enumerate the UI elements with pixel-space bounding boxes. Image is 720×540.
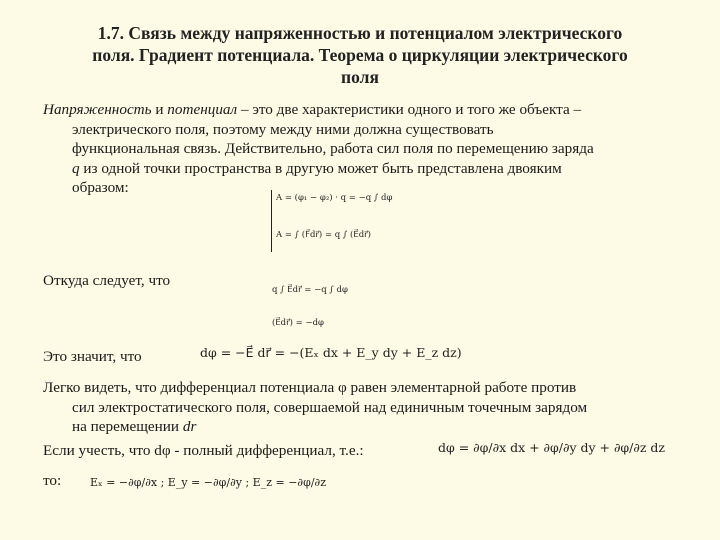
intro-paragraph — [43, 100, 688, 198]
formula-integral-equality: q ∫ E⃗dr⃗ = −q ∫ dφ — [272, 285, 348, 295]
easy-line-2: сил электростатического поля, совершаемой над единичным точечным зарядом — [72, 398, 588, 416]
formula-work-potential: A = (φ₁ − φ₂) · q = −q ∫ dφ — [276, 193, 393, 203]
text-if-count: Если учесть, что dφ - полный дифференциал, т.е.: — [43, 442, 364, 459]
title-line-2: поля. Градиент потенциала. Теорема о циркуляции электрического — [92, 45, 628, 65]
displacement-dr: dr⃗ — [182, 418, 209, 435]
intro-line-1 — [43, 100, 688, 120]
title-line-1: 1.7. Связь между напряженностью и потенциалом электрического — [97, 23, 623, 43]
intro-line-1-rest: – это две характеристики одного и того же объекта – — [237, 101, 582, 118]
formula-work-field: A = ∫ (F⃗dr⃗) = q ∫ (E⃗dr⃗) — [276, 230, 371, 240]
easy-line-3-text: на перемещении — [72, 418, 180, 435]
easy-line-1: Легко видеть, что дифференциал потенциала φ равен элементарной работе против — [43, 379, 577, 396]
intro-line-4 — [43, 159, 688, 179]
formula-field-gradient: Eₓ = −∂φ/∂x ; E_y = −∂φ/∂y ; E_z = −∂φ/∂z — [90, 476, 327, 489]
charge-q: q — [72, 159, 80, 177]
formula-differential-equality: (E⃗dr⃗) = −dφ — [272, 318, 324, 328]
intro-line-5: образом: — [72, 179, 129, 196]
formula-dphi-components: dφ = −E⃗ dr⃗ = −(Eₓ dx + E_y dy + E_z dz) — [200, 345, 462, 360]
term-tension: Напряженность — [43, 101, 152, 118]
text-means: Это значит, что — [43, 348, 142, 365]
title-line-3: поля — [341, 67, 379, 87]
term-potential: потенциал — [167, 101, 238, 118]
easy-paragraph — [43, 378, 688, 437]
easy-line-3 — [43, 417, 688, 437]
text-then: то: — [43, 472, 62, 489]
system-bracket — [271, 190, 272, 252]
intro-line-3: функциональная связь. Действительно, работа сил поля по перемещению заряда — [72, 140, 594, 157]
text-from: Откуда следует, что — [43, 272, 171, 289]
intro-and: и — [151, 101, 168, 118]
intro-line-2: электрического поля, поэтому между ними должна существовать — [72, 120, 494, 138]
slide-title — [30, 22, 690, 88]
formula-total-differential: dφ = ∂φ/∂x dx + ∂φ/∂y dy + ∂φ/∂z dz — [438, 440, 666, 455]
intro-line-4-rest: из одной точки пространства в другую может быть представлена двояким — [79, 159, 562, 177]
